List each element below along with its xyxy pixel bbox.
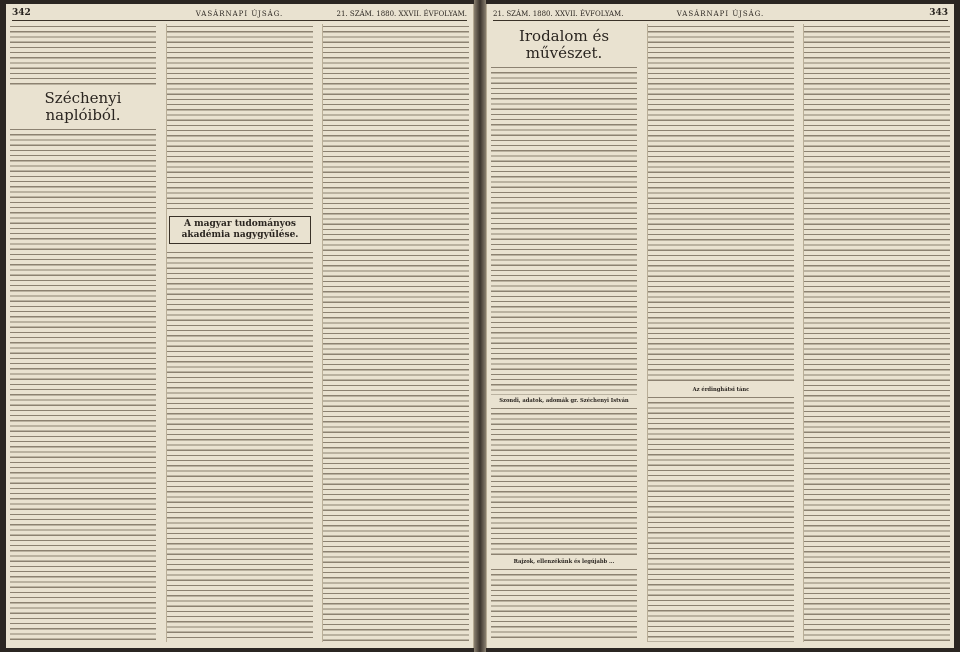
article-title-irodalom: Irodalom és művészet. — [518, 27, 610, 62]
body-text-block — [804, 24, 950, 642]
section-heading-szondi: Szondi, adatok, adomák gr. Széchenyi István — [499, 398, 629, 404]
section-heading-tanc: Az érdinghátsi tánc — [692, 387, 750, 393]
article-title-szechenyi: Széchenyi naplóiból. — [44, 89, 122, 124]
right-column-1 — [491, 24, 637, 642]
left-date: 21. SZÁM. 1880. XXVII. ÉVFOLYAM. — [336, 10, 467, 18]
left-page-header — [12, 8, 467, 21]
right-masthead: VASÁRNAPI ÚJSÁG. — [676, 10, 765, 18]
section-heading-rajzok: Rajzok, ellenzékünk és legújabb ... — [513, 559, 615, 565]
book-gutter — [474, 0, 486, 652]
body-text-block — [648, 24, 794, 384]
body-text-block — [167, 24, 313, 210]
left-masthead: VASÁRNAPI ÚJSÁG. — [195, 10, 284, 18]
left-column-1 — [10, 24, 156, 642]
left-page — [6, 4, 474, 648]
right-column-2 — [647, 24, 794, 642]
right-column-3 — [803, 24, 950, 642]
left-column-3 — [322, 24, 469, 642]
left-page-number: 342 — [12, 8, 31, 18]
body-text-block — [491, 567, 637, 642]
right-page-number: 343 — [929, 8, 948, 18]
body-text-block — [10, 127, 156, 642]
body-text-block — [167, 250, 313, 642]
right-page — [486, 4, 954, 648]
body-text-block — [10, 24, 156, 86]
right-page-header — [493, 8, 948, 21]
right-date: 21. SZÁM. 1880. XXVII. ÉVFOLYAM. — [493, 10, 624, 18]
article-title-akademia: A magyar tudományos akadémia nagygyűlése. — [169, 216, 311, 244]
body-text-block — [323, 24, 469, 642]
left-column-2 — [166, 24, 313, 642]
body-text-block — [491, 65, 637, 395]
body-text-block — [491, 406, 637, 556]
body-text-block — [648, 395, 794, 642]
